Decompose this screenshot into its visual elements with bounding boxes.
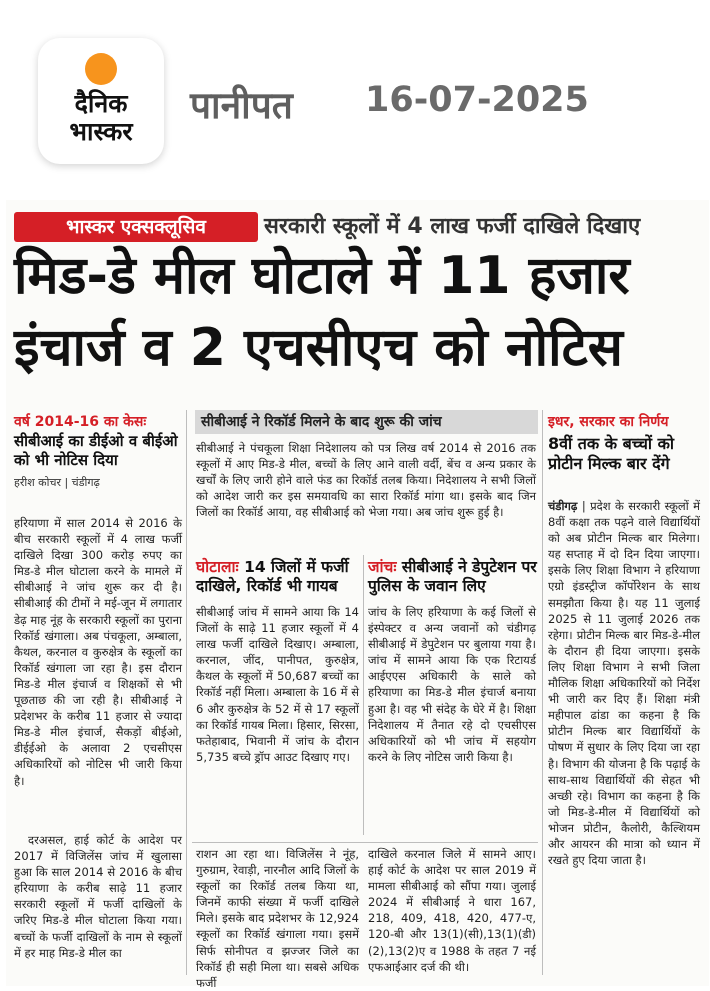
right-subhead: 8वीं तक के बच्चों को प्रोटीन मिल्क बार देंगे [548, 434, 675, 473]
box-right-title [368, 558, 538, 596]
center-section-bar: सीबीआई ने रिकॉर्ड मिलने के बाद शुरू की जांच [195, 410, 538, 434]
dainik-bhaskar-logo[interactable] [38, 38, 164, 164]
left-subhead: सीबीआई का डीईओ व बीईओ को भी नोटिस दिया [14, 432, 178, 469]
right-body: चंडीगढ़ | प्रदेश के सरकारी स्कूलों में 8वीं कक्षा तक पढ़ने वाले विद्यार्थियों को अब प्रोटीन मिल्क बार मिलेगा। यह सप्ताह में दो दिन दिया जाएगा। इसके लिए शिक्षा विभाग ने हरियाणा एग्रो इंडस्ट्रीज कॉर्पोरेशन के साथ समझौता किया है। यह 11 जुलाई 2025 से 11 जुलाई 2026 तक रहेगा। प्रोटीन मिल्क बार मिड-डे-मील के दौरान ही दिया जाएगा। इसके लिए शिक्षा विभाग ने सभी जिला मौलिक शिक्षा अधिकारियों को निर्देश भी जारी कर दिए हैं। शिक्षा मंत्री महीपाल ढांडा का कहना है कि प्रोटीन मिल्क बार विद्यार्थियों के पोषण में सुधार के लिए दिया जा रहा है। विभाग की योजना है कि पढ़ाई के साथ-साथ विद्यार्थियों की सेहत भी अच्छी रहे। विभाग का कहना है कि जो मिड-डे-मील में विद्यार्थियों को भोजन प्रोटीन, कैलोरी, कैल्शियम और आयरन की मात्रा को ध्यान में रखते हुए दिया जाता है। [548, 499, 701, 868]
edition-date: 16-07-2025 [365, 80, 589, 120]
right-body-text: प्रदेश के सरकारी स्कूलों में 8वीं कक्षा तक पढ़ने वाले विद्यार्थियों को अब प्रोटीन मिल्क बार मिलेगा। यह सप्ताह में दो दिन दिया जाएगा। इसके लिए शिक्षा विभाग ने हरियाणा एग्रो इंडस्ट्रीज कॉर्पोरेशन के साथ समझौता किया है। यह 11 जुलाई 2025 से 11 जुलाई 2026 तक रहेगा। प्रोटीन मिल्क बार मिड-डे-मील के दौरान ही दिया जाएगा। इसके लिए शिक्षा विभाग ने सभी जिला मौलिक शिक्षा अधिकारियों को निर्देश भी जारी कर दिए हैं। शिक्षा मंत्री महीपाल ढांडा का कहना है कि प्रोटीन मिल्क बार विद्यार्थियों के पोषण में सुधार के लिए दिया जा रहा है। विभाग की योजना है कि पढ़ाई के साथ-साथ विद्यार्थियों की सेहत भी अच्छी रहे। विभाग का कहना है कि जो मिड-डे-मील में विद्यार्थियों को भोजन प्रोटीन, कैलोरी, कैल्शियम और आयरन की मात्रा को ध्यान में रखते हुए दिया जाता है। [548, 499, 701, 868]
right-kicker: इधर, सरकार का निर्णय [548, 414, 669, 430]
headline-line2: इंचार्ज व 2 एचसीएच को नोटिस [14, 318, 623, 378]
left-paragraph-2: दरअसल, हाई कोर्ट के आदेश पर 2017 में विजिलेंस जांच में खुलासा हुआ कि साल 2014 से 2016 के बीच हरियाणा के करीब साढ़े 11 हजार सरकारी स्कूलों में फर्जी दाखिलों के जरिए मिड-डे मील घोटाला किया गया। बच्चों के फर्जी दाखिलों के नाम से स्कूलों में हर माह मिड-डे मील का [14, 833, 182, 960]
box-divider [363, 555, 364, 835]
column-divider-right [542, 410, 543, 975]
box-left-body: सीबीआई जांच में सामने आया कि 14 जिलों के साढ़े 11 हजार स्कूलों में 4 लाख फर्जी दाखिले दिखाए। अम्बाला, करनाल, जींद, पानीपत, कुरुक्षेत्र, कैथल के स्कूलों में 50,687 बच्चों का रिकॉर्ड नहीं मिला। अम्बाला के 16 में से 6 और कुरुक्षेत्र के 52 में से 17 स्कूलों का रिकॉर्ड गायब मिला। हिसार, सिरसा, फतेहाबाद, भिवानी में जांच के दौरान 5,735 बच्चे ड्रॉप आउट दिखाए गए। [196, 605, 359, 764]
byline-name: हरीश कोचर [14, 476, 61, 489]
left-kicker: वर्ष 2014-16 का केसः [14, 414, 147, 430]
box-right-body: जांच के लिए हरियाणा के कई जिलों से इंस्पेक्टर व अन्य जवानों को चंडीगढ़ सीबीआई में डेपुटेशन पर बुलाया गया है। जांच में सामने आया कि एक रिटायर्ड आईएएस अधिकारी के साले को हरियाणा का मिड-डे मील इंचार्ज बनाया हुआ है। वह भी संदेह के घेरे में है। शिक्षा निदेशालय में तैनात रहे दो एचसीएस अधिकारियों को भी जांच में सहयोग करने के लिए नोटिस जारी किया है। [368, 605, 536, 764]
byline: हरीश कोचर | चंडीगढ़ [14, 476, 100, 489]
center-top-body: सीबीआई ने पंचकूला शिक्षा निदेशालय को पत्र लिख वर्ष 2014 से 2016 तक स्कूलों में आए मिड-डे मील, बच्चों के लिए आने वाली वर्दी, बेंच व अन्य प्रकार के खर्चों के लिए जारी होने वाले फंड का रिकॉर्ड तलब किया। निदेशालय ने सभी जिलों को आदेश जारी कर इस समयावधि का सारा रिकॉर्ड मांगा था। इसके बाद जिन जिलों का रिकॉर्ड आया, वह सीबीआई को भेजा गया। अब जांच शुरू हुई है। [196, 441, 536, 520]
bottom-mid-body: राशन आ रहा था। विजिलेंस ने नूंह, गुरुग्राम, रेवाड़ी, नारनौल आदि जिलों के स्कूलों का रिकॉर्ड तलब किया था, जिनमें काफी संख्या में फर्जी दाखिले मिले। इसके बाद प्रदेशभर के 12,924 स्कूलों का रिकॉर्ड खंगाला गया। इसमें सिर्फ सोनीपत व झज्जर जिले का रिकॉर्ड ही सही मिला था। सबसे अधिक फर्जी [196, 847, 359, 990]
headline-line1: मिड-डे मील घोटाले में 11 हजार [14, 246, 630, 306]
box-left-label: घोटालाः [196, 558, 239, 576]
left-paragraph-1: हरियाणा में साल 2014 से 2016 के बीच सरकारी स्कूलों में 4 लाख फर्जी दाखिले दिखा 300 करोड़ रुपए का मिड-डे मील घोटाला करने के मामले में सीबीआई ने जांच शुरू कर दी है। सीबीआई की टीमों ने मई-जून में लगातार डेढ़ माह नूंह के सरकारी स्कूलों का पुराना रिकॉर्ड खंगाला। अब पंचकूला, अम्बाला, कैथल, करनाल व कुरुक्षेत्र के स्कूलों का रिकॉर्ड खंगाला जा रहा है। इस दौरान मिड-डे मील इंचार्ज व शिक्षकों से भी पूछताछ की जा रही है। सीबीआई ने प्रदेशभर के करीब 11 हजार से ज्यादा मिड-डे मील इंचार्ज, सैकड़ों बीईओ, डीईईओ के अलावा 2 एचसीएस अधिकारियों को नोटिस भी जारी किया है। [14, 516, 182, 788]
box-right-title-text: सीबीआई ने डेपुटेशन पर पुलिस के जवान लिए [368, 558, 537, 595]
box-bottom-rule [192, 842, 538, 843]
edition-city: पानीपत [190, 84, 293, 127]
exclusive-badge: भास्कर एक्सक्लूसिव [14, 212, 258, 242]
sun-logo-icon [85, 53, 117, 85]
logo-text-line2: भास्कर [69, 117, 133, 146]
box-left-title [196, 558, 360, 596]
logo-text-line1: दैनिक [74, 89, 128, 118]
column-divider-left [186, 410, 187, 975]
right-dateline: चंडीगढ़ [548, 499, 578, 513]
byline-place: चंडीगढ़ [71, 476, 100, 489]
box-right-label: जांचः [368, 558, 397, 576]
bottom-right-body: दाखिले करनाल जिले में सामने आए। हाई कोर्ट के आदेश पर साल 2019 में मामला सीबीआई को सौंपा गया। जुलाई 2024 में सीबीआई ने धारा 167, 218, 409, 418, 420, 477-ए, 120-बी और 13(1)(सी),13(1)(डी)(2),13(2)ए व 1988 के तहत 7 नई एफआईआर दर्ज की थी। [368, 847, 536, 974]
headline-kicker: सरकारी स्कूलों में 4 लाख फर्जी दाखिले दिखाए [264, 214, 641, 239]
box-left-title-text: 14 जिलों में फर्जी दाखिले, रिकॉर्ड भी गायब [196, 558, 349, 595]
